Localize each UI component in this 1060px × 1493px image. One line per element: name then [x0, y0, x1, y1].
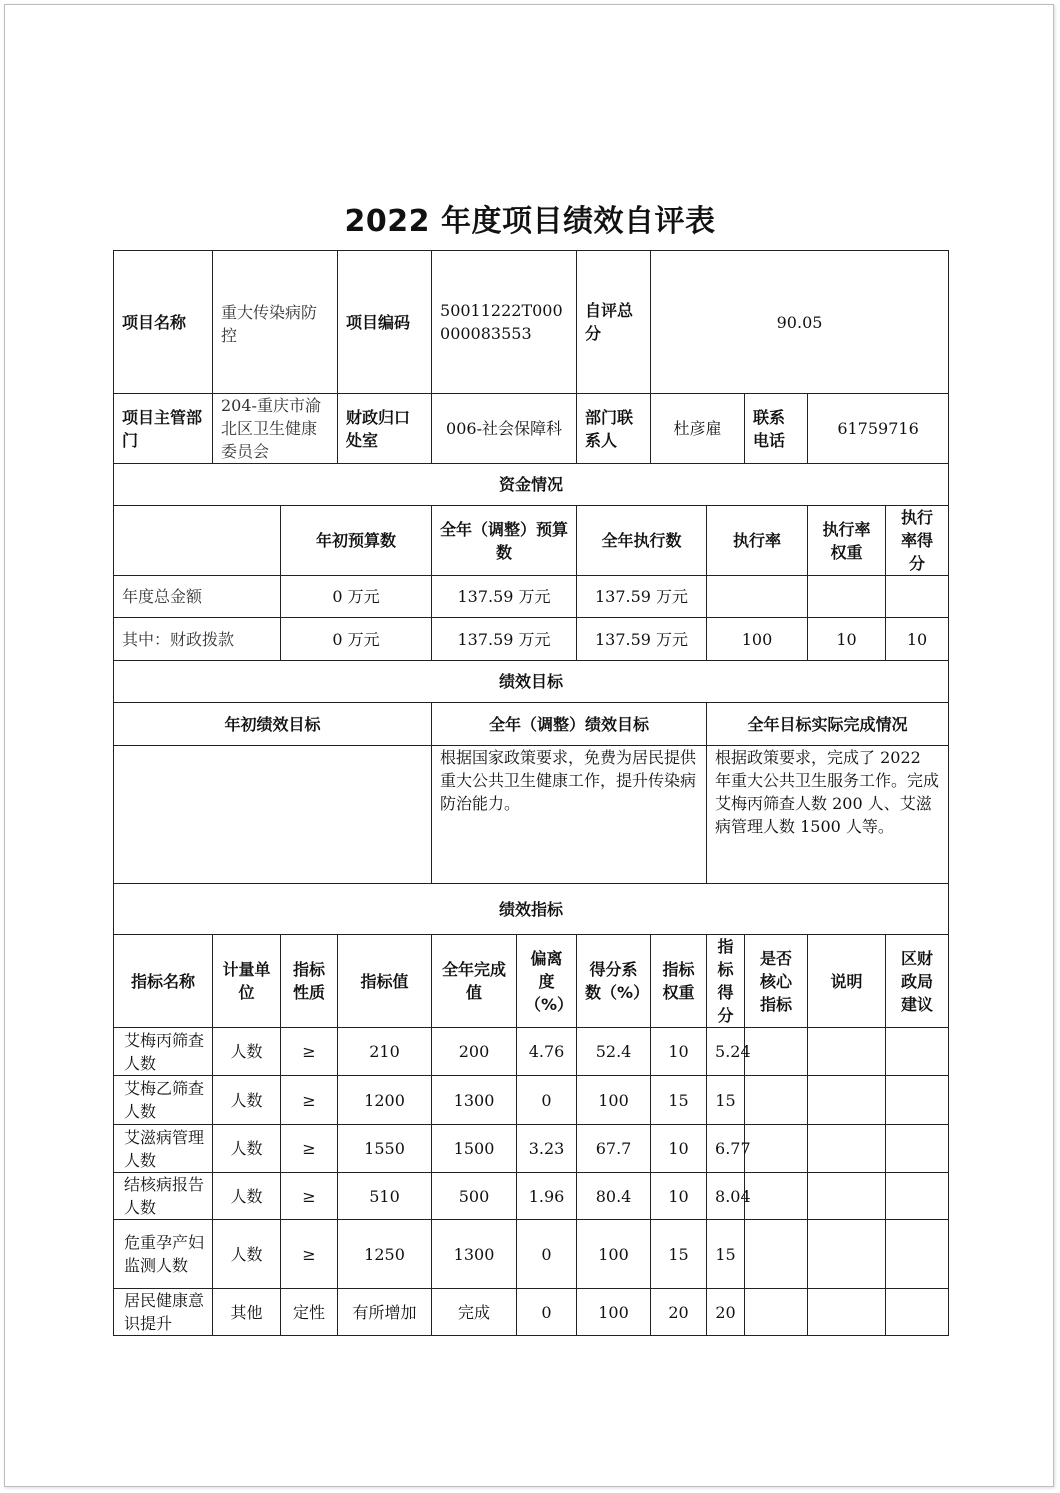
indicator-nature: ≥ [281, 1125, 338, 1173]
indicator-advice [886, 1125, 949, 1173]
indicator-score: 20 [707, 1289, 745, 1336]
indicator-coef: 80.4 [577, 1173, 651, 1220]
phone-label: 联系电话 [745, 394, 808, 464]
indicator-advice [886, 1028, 949, 1076]
funds-row-label: 年度总金额 [114, 576, 281, 618]
indicator-score: 5.24 [707, 1028, 745, 1076]
basic-row-2 [114, 394, 949, 464]
indicator-unit: 人数 [213, 1076, 281, 1125]
funds-header-blank [114, 506, 281, 576]
indicator-name: 居民健康意识提升 [114, 1289, 213, 1336]
indicator-note [808, 1028, 886, 1076]
funds-cell: 0 万元 [281, 576, 432, 618]
indicator-coef: 100 [577, 1076, 651, 1125]
goals-section-row [114, 661, 949, 703]
indicator-actual: 1300 [432, 1076, 517, 1125]
indicator-core [745, 1289, 808, 1336]
indicator-unit: 人数 [213, 1125, 281, 1173]
goals-initial [114, 746, 432, 884]
funds-cell: 0 万元 [281, 618, 432, 661]
indicator-advice [886, 1289, 949, 1336]
indicator-row [114, 1028, 949, 1076]
funds-header: 执行率权重 [808, 506, 886, 576]
dept-label: 项目主管部门 [114, 394, 213, 464]
indicator-name: 结核病报告人数 [114, 1173, 213, 1220]
indicator-core [745, 1125, 808, 1173]
goals-adjusted: 根据国家政策要求，免费为居民提供重大公共卫生健康工作，提升传染病防治能力。 [432, 746, 707, 884]
indicator-header: 偏离度（%） [517, 935, 577, 1028]
indicator-header: 指标权重 [651, 935, 707, 1028]
indicator-header: 计量单位 [213, 935, 281, 1028]
funds-row [114, 576, 949, 618]
indicator-deviation: 1.96 [517, 1173, 577, 1220]
indicator-score: 15 [707, 1076, 745, 1125]
funds-header: 执行率 [707, 506, 808, 576]
funds-header: 全年执行数 [577, 506, 707, 576]
indicator-weight: 10 [651, 1028, 707, 1076]
indicator-unit: 人数 [213, 1220, 281, 1289]
funds-row [114, 618, 949, 661]
indicator-name: 艾梅乙筛查人数 [114, 1076, 213, 1125]
code-value: 50011222T000000083553 [432, 251, 577, 394]
indicator-target: 1200 [338, 1076, 432, 1125]
dept-value: 204-重庆市渝北区卫生健康委员会 [213, 394, 338, 464]
funds-cell: 137.59 万元 [432, 618, 577, 661]
goals-header: 全年目标实际完成情况 [707, 703, 949, 746]
indicator-row [114, 1125, 949, 1173]
indicator-deviation: 3.23 [517, 1125, 577, 1173]
funds-cell: 137.59 万元 [432, 576, 577, 618]
basic-row-1 [114, 251, 949, 394]
indicator-deviation: 0 [517, 1289, 577, 1336]
indicator-row [114, 1173, 949, 1220]
indicator-row [114, 1289, 949, 1336]
indicator-advice [886, 1173, 949, 1220]
indicator-nature: ≥ [281, 1220, 338, 1289]
indicator-unit: 人数 [213, 1028, 281, 1076]
funds-cell: 137.59 万元 [577, 618, 707, 661]
indicator-header: 指标性质 [281, 935, 338, 1028]
goals-header: 全年（调整）绩效目标 [432, 703, 707, 746]
indicator-header: 指标值 [338, 935, 432, 1028]
office-label: 财政归口处室 [338, 394, 432, 464]
indicator-deviation: 0 [517, 1220, 577, 1289]
indicator-coef: 100 [577, 1289, 651, 1336]
indicator-advice [886, 1220, 949, 1289]
funds-header: 执行率得分 [886, 506, 949, 576]
indicator-weight: 20 [651, 1289, 707, 1336]
indicator-deviation: 0 [517, 1076, 577, 1125]
goals-header-row [114, 703, 949, 746]
indicator-core [745, 1076, 808, 1125]
indicator-note [808, 1220, 886, 1289]
indicator-advice [886, 1076, 949, 1125]
indicator-name: 危重孕产妇监测人数 [114, 1220, 213, 1289]
indicator-header: 指标名称 [114, 935, 213, 1028]
indicator-actual: 1500 [432, 1125, 517, 1173]
indicator-score: 8.04 [707, 1173, 745, 1220]
name-value: 重大传染病防控 [213, 251, 338, 394]
name-label: 项目名称 [114, 251, 213, 394]
indicator-nature: ≥ [281, 1173, 338, 1220]
score-value: 90.05 [651, 251, 949, 394]
funds-header-row [114, 506, 949, 576]
code-label: 项目编码 [338, 251, 432, 394]
indicator-weight: 10 [651, 1125, 707, 1173]
indicator-weight: 15 [651, 1220, 707, 1289]
indicator-target: 1250 [338, 1220, 432, 1289]
indicator-note [808, 1289, 886, 1336]
contact-label: 部门联系人 [577, 394, 651, 464]
funds-cell: 100 [707, 618, 808, 661]
funds-row-label: 其中：财政拨款 [114, 618, 281, 661]
goals-header: 年初绩效目标 [114, 703, 432, 746]
indicator-coef: 52.4 [577, 1028, 651, 1076]
indicator-weight: 15 [651, 1076, 707, 1125]
indicator-name: 艾滋病管理人数 [114, 1125, 213, 1173]
funds-cell: 10 [886, 618, 949, 661]
funds-cell: 137.59 万元 [577, 576, 707, 618]
phone-value: 61759716 [808, 394, 949, 464]
indicator-core [745, 1220, 808, 1289]
indicator-unit: 人数 [213, 1173, 281, 1220]
indicator-unit: 其他 [213, 1289, 281, 1336]
indicator-nature: ≥ [281, 1076, 338, 1125]
contact-value: 杜彦雇 [651, 394, 745, 464]
office-value: 006-社会保障科 [432, 394, 577, 464]
indicator-row [114, 1220, 949, 1289]
score-label: 自评总分 [577, 251, 651, 394]
funds-cell [707, 576, 808, 618]
goals-content-row [114, 746, 949, 884]
indicator-core [745, 1173, 808, 1220]
indicator-note [808, 1125, 886, 1173]
funds-header: 年初预算数 [281, 506, 432, 576]
indicator-core [745, 1028, 808, 1076]
indicator-header: 得分系数（%） [577, 935, 651, 1028]
indicator-target: 1550 [338, 1125, 432, 1173]
indicator-header: 说明 [808, 935, 886, 1028]
indicator-target: 210 [338, 1028, 432, 1076]
funds-cell [886, 576, 949, 618]
goals-actual: 根据政策要求，完成了 2022 年重大公共卫生服务工作。完成艾梅丙筛查人数 200 人、艾滋病管理人数 1500 人等。 [707, 746, 949, 884]
indicator-note [808, 1076, 886, 1125]
performance-table [113, 250, 949, 1336]
indicator-coef: 67.7 [577, 1125, 651, 1173]
indicator-header: 指标得分 [707, 935, 745, 1028]
goals-section-title: 绩效目标 [114, 661, 949, 703]
indicator-target: 有所增加 [338, 1289, 432, 1336]
funds-section-row [114, 464, 949, 506]
indicator-name: 艾梅丙筛查人数 [114, 1028, 213, 1076]
indicator-nature: 定性 [281, 1289, 338, 1336]
indicator-note [808, 1173, 886, 1220]
funds-section-title: 资金情况 [114, 464, 949, 506]
indicator-header: 区财政局建议 [886, 935, 949, 1028]
indicators-section-row [114, 884, 949, 935]
indicator-score: 15 [707, 1220, 745, 1289]
funds-cell: 10 [808, 618, 886, 661]
page-title: 2022 年度项目绩效自评表 [344, 204, 716, 239]
indicator-actual: 1300 [432, 1220, 517, 1289]
indicator-score: 6.77 [707, 1125, 745, 1173]
indicator-weight: 10 [651, 1173, 707, 1220]
indicator-deviation: 4.76 [517, 1028, 577, 1076]
indicator-actual: 完成 [432, 1289, 517, 1336]
indicator-actual: 500 [432, 1173, 517, 1220]
indicator-nature: ≥ [281, 1028, 338, 1076]
indicator-header: 全年完成值 [432, 935, 517, 1028]
indicators-header-row [114, 935, 949, 1028]
indicator-actual: 200 [432, 1028, 517, 1076]
indicator-header: 是否核心指标 [745, 935, 808, 1028]
indicator-row [114, 1076, 949, 1125]
funds-header: 全年（调整）预算数 [432, 506, 577, 576]
indicator-target: 510 [338, 1173, 432, 1220]
funds-cell [808, 576, 886, 618]
indicators-section-title: 绩效指标 [114, 884, 949, 935]
indicator-coef: 100 [577, 1220, 651, 1289]
